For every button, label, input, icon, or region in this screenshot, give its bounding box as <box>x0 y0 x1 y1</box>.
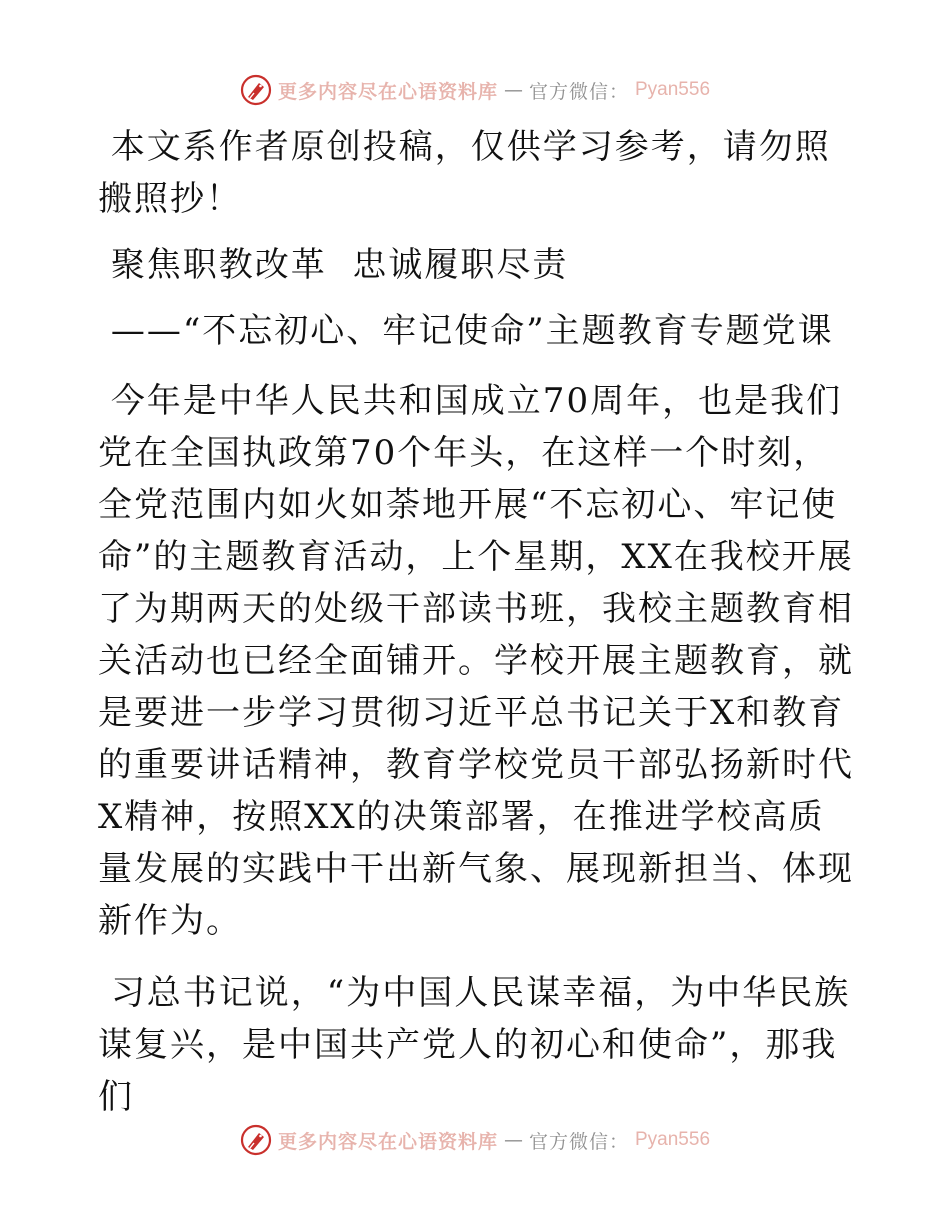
watermark-wechat-id: Pyan556 <box>635 1129 711 1150</box>
copyright-notice: 本文系作者原创投稿，仅供学习参考，请勿照搬照抄！ <box>98 127 831 219</box>
document-title: 聚焦职教改革 忠诚履职尽责 <box>98 245 569 285</box>
watermark-text: 更多内容尽在心语资料库 <box>277 1130 498 1153</box>
watermark-wechat-id: Pyan556 <box>635 79 711 100</box>
footer-watermark <box>0 1120 950 1160</box>
watermark-wechat-label: 官方微信： <box>528 80 629 103</box>
watermark-text: 更多内容尽在心语资料库 <box>277 80 498 103</box>
watermark-wechat-label: 官方微信： <box>528 1130 629 1153</box>
pen-nib-logo-icon <box>240 1124 272 1156</box>
body-paragraph-2: 习总书记说，“为中国人民谋幸福，为中华民族谋复兴，是中国共产党人的初心和使命”，那我们 <box>98 973 851 1117</box>
pen-nib-logo-icon <box>240 74 272 106</box>
watermark-dash: — <box>503 1129 523 1151</box>
body-paragraph-1: 今年是中华人民共和国成立70周年，也是我们党在全国执政第70个年头，在这样一个时刻，全党范围内如火如荼地开展“不忘初心、牢记使命”的主题教育活动，上个星期，XX在我校开展了为期两天的处级干部读书班，我校主题教育相关活动也已经全面铺开。学校开展主题教育，就是要进一步学习贯彻习近平总书记关于X和教育的重要讲话精神，教育学校党员干部弘扬新时代X精神，按照XX的决策部署，在推进学校高质量发展的实践中干出新气象、展现新担当、体现新作为。 <box>98 381 854 941</box>
header-watermark <box>0 70 950 110</box>
document-body <box>98 121 858 1123</box>
watermark-dash: — <box>503 79 523 101</box>
document-subtitle: ——“不忘初心、牢记使命”主题教育专题党课 <box>98 311 834 351</box>
